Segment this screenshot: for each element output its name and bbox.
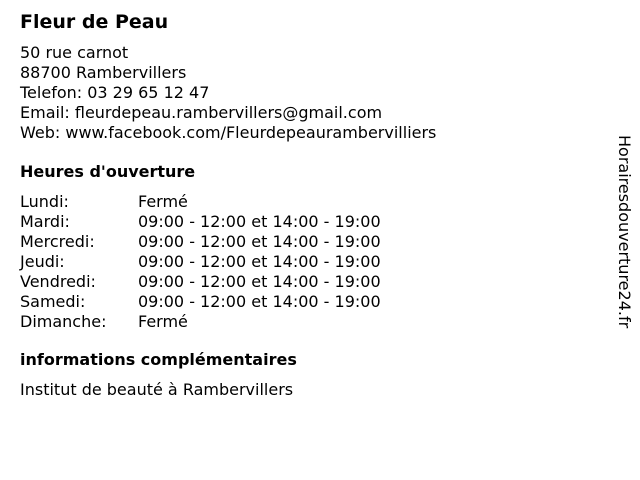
- hours-day: Mercredi:: [20, 232, 95, 251]
- hours-row-dimanche: [20, 312, 600, 332]
- hours-row-lundi: [20, 192, 600, 212]
- address-city: 88700 Rambervillers: [20, 63, 187, 82]
- hours-heading: Heures d'ouverture: [20, 162, 196, 181]
- hours-row-mardi: [20, 212, 600, 232]
- hours-time: 09:00 - 12:00 et 14:00 - 19:00: [138, 212, 381, 231]
- hours-row-samedi: [20, 292, 600, 312]
- hours-day: Jeudi:: [20, 252, 65, 271]
- hours-day: Samedi:: [20, 292, 86, 311]
- hours-row-vendredi: [20, 272, 600, 292]
- web-line: Web: www.facebook.com/Fleurdepeaurambervilliers: [20, 123, 437, 142]
- contact-block: [20, 43, 600, 143]
- hours-time: 09:00 - 12:00 et 14:00 - 19:00: [138, 232, 381, 251]
- hours-day: Dimanche:: [20, 312, 107, 331]
- hours-time: 09:00 - 12:00 et 14:00 - 19:00: [138, 252, 381, 271]
- hours-time: 09:00 - 12:00 et 14:00 - 19:00: [138, 272, 381, 291]
- hours-time: Fermé: [138, 192, 188, 211]
- hours-day: Vendredi:: [20, 272, 96, 291]
- hours-table: [20, 192, 600, 332]
- address-street: 50 rue carnot: [20, 43, 129, 62]
- hours-row-mercredi: [20, 232, 600, 252]
- business-card: [20, 10, 600, 400]
- email-line: Email: fleurdepeau.rambervillers@gmail.com: [20, 103, 383, 122]
- hours-day: Mardi:: [20, 212, 70, 231]
- business-name: Fleur de Peau: [20, 11, 169, 33]
- hours-time: Fermé: [138, 312, 188, 331]
- hours-row-jeudi: [20, 252, 600, 272]
- info-text: Institut de beauté à Rambervillers: [20, 380, 294, 399]
- phone-line: Telefon: 03 29 65 12 47: [20, 83, 210, 102]
- info-heading: informations complémentaires: [20, 350, 297, 369]
- hours-day: Lundi:: [20, 192, 69, 211]
- site-watermark: Horairesdouverture24.fr: [615, 135, 634, 329]
- hours-time: 09:00 - 12:00 et 14:00 - 19:00: [138, 292, 381, 311]
